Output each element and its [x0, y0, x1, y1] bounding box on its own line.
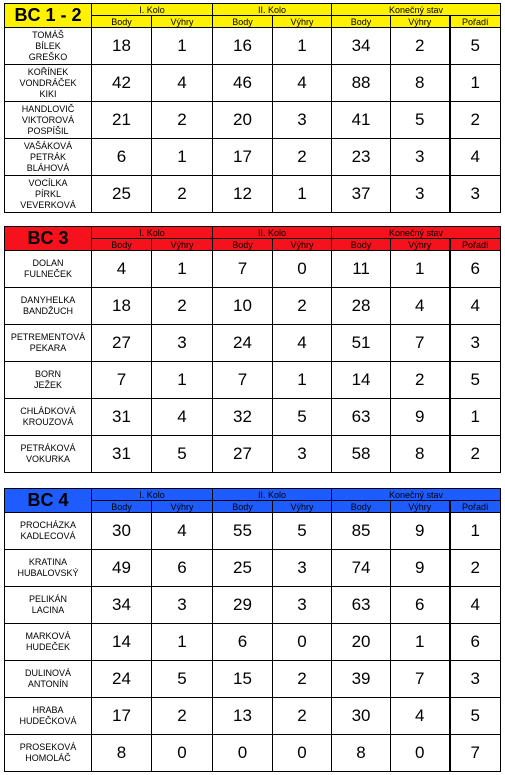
final-header: Konečný stav: [332, 227, 501, 239]
round2-wins-cell: 5: [273, 513, 332, 550]
total-wins-cell: 8: [391, 436, 450, 473]
round1-points-cell: 6: [92, 139, 152, 176]
total-wins-cell: 9: [391, 550, 450, 587]
round2-points-cell: 0: [213, 735, 273, 772]
round1-wins-cell: 6: [152, 550, 213, 587]
round2-wins-cell: 2: [273, 698, 332, 735]
vyhry-header: Výhry: [152, 501, 213, 513]
total-wins-cell: 0: [391, 735, 450, 772]
total-points-cell: 88: [332, 65, 391, 102]
rank-cell: 6: [450, 251, 501, 288]
vyhry-header: Výhry: [391, 16, 450, 28]
rank-cell: 3: [450, 176, 501, 213]
round2-wins-cell: 3: [273, 587, 332, 624]
team-players: [5, 325, 92, 362]
round1-wins-cell: 1: [152, 624, 213, 661]
rank-cell: 2: [450, 436, 501, 473]
results-table: [4, 488, 501, 772]
round2-wins-cell: 3: [273, 550, 332, 587]
round2-points-cell: 7: [213, 362, 273, 399]
round1-wins-cell: 5: [152, 436, 213, 473]
group-title: BC 3: [5, 227, 92, 251]
team-players: [5, 550, 92, 587]
group-title: BC 1 - 2: [5, 4, 92, 28]
total-wins-cell: 3: [391, 176, 450, 213]
total-points-cell: 63: [332, 399, 391, 436]
total-points-cell: 20: [332, 624, 391, 661]
player-name: VIKTOROVÁ: [21, 114, 75, 125]
vyhry-header: Výhry: [152, 239, 213, 251]
round2-wins-cell: 2: [273, 661, 332, 698]
total-points-cell: 39: [332, 661, 391, 698]
rank-cell: 3: [450, 325, 501, 362]
total-points-cell: 58: [332, 436, 391, 473]
round2-points-cell: 16: [213, 28, 273, 65]
round2-points-cell: 46: [213, 65, 273, 102]
team-row: [5, 102, 501, 139]
total-wins-cell: 1: [391, 624, 450, 661]
total-points-cell: 85: [332, 513, 391, 550]
player-name: KIKI: [39, 88, 57, 99]
vyhry-header: Výhry: [273, 501, 332, 513]
player-name: VEVERKOVÁ: [20, 199, 76, 210]
total-points-cell: 37: [332, 176, 391, 213]
round2-header: II. Kolo: [213, 4, 332, 16]
group-bc-3: [4, 226, 501, 473]
group-bc-1-2: [4, 3, 501, 213]
team-players: [5, 399, 92, 436]
rank-cell: 2: [450, 550, 501, 587]
round1-wins-cell: 4: [152, 65, 213, 102]
team-players: [5, 288, 92, 325]
team-row: [5, 399, 501, 436]
team-players: [5, 513, 92, 550]
rank-cell: 5: [450, 698, 501, 735]
body-header: Body: [332, 239, 391, 251]
rank-cell: 4: [450, 587, 501, 624]
player-name: GREŠKO: [28, 51, 68, 62]
round2-points-cell: 20: [213, 102, 273, 139]
team-players: [5, 735, 92, 772]
total-points-cell: 74: [332, 550, 391, 587]
player-name: CHLÁDKOVÁ: [20, 406, 76, 416]
player-name: VAŠÁKOVÁ: [23, 140, 73, 151]
total-points-cell: 8: [332, 735, 391, 772]
total-points-cell: 14: [332, 362, 391, 399]
team-players: [5, 65, 92, 102]
group-title: BC 4: [5, 489, 92, 513]
team-row: [5, 587, 501, 624]
body-header: Body: [92, 16, 152, 28]
rank-cell: 1: [450, 65, 501, 102]
player-name: TOMÁŠ: [32, 29, 64, 40]
player-name: LACINA: [31, 605, 65, 615]
body-header: Body: [213, 501, 273, 513]
player-name: VONDRÁČEK: [19, 77, 77, 88]
team-players: [5, 587, 92, 624]
player-name: PÍRKL: [34, 188, 61, 199]
round1-points-cell: 25: [92, 176, 152, 213]
team-row: [5, 139, 501, 176]
round2-wins-cell: 1: [273, 362, 332, 399]
results-table: [4, 226, 501, 473]
rank-cell: 2: [450, 102, 501, 139]
round1-wins-cell: 3: [152, 587, 213, 624]
player-name: HANDLOVIČ: [21, 103, 75, 114]
round1-points-cell: 17: [92, 698, 152, 735]
round1-wins-cell: 0: [152, 735, 213, 772]
round1-wins-cell: 1: [152, 362, 213, 399]
round1-points-cell: 14: [92, 624, 152, 661]
player-name: PROCHÁZKA: [19, 520, 76, 530]
player-name: VOKURKA: [25, 454, 70, 464]
total-wins-cell: 9: [391, 513, 450, 550]
total-wins-cell: 4: [391, 288, 450, 325]
total-wins-cell: 1: [391, 251, 450, 288]
team-players: [5, 139, 92, 176]
total-wins-cell: 7: [391, 325, 450, 362]
player-name: JEŽEK: [33, 380, 62, 390]
round2-points-cell: 10: [213, 288, 273, 325]
player-name: PELIKÁN: [28, 594, 68, 604]
poradi-header: Pořadí: [450, 239, 501, 251]
player-name: KOŘÍNEK: [27, 66, 69, 77]
player-name: BLÁHOVÁ: [26, 162, 70, 173]
round2-points-cell: 32: [213, 399, 273, 436]
total-wins-cell: 7: [391, 661, 450, 698]
results-table: [4, 3, 501, 213]
round1-wins-cell: 1: [152, 28, 213, 65]
final-header: Konečný stav: [332, 4, 501, 16]
rank-cell: 6: [450, 624, 501, 661]
rank-cell: 5: [450, 362, 501, 399]
round2-points-cell: 27: [213, 436, 273, 473]
team-players: [5, 436, 92, 473]
round1-header: I. Kolo: [92, 489, 213, 501]
round2-points-cell: 13: [213, 698, 273, 735]
player-name: BÍLEK: [35, 40, 61, 51]
round2-wins-cell: 0: [273, 735, 332, 772]
group-bc-4: [4, 488, 501, 772]
poradi-header: Pořadí: [450, 501, 501, 513]
player-name: BANDŽUCH: [22, 306, 73, 316]
round1-points-cell: 49: [92, 550, 152, 587]
total-points-cell: 51: [332, 325, 391, 362]
team-row: [5, 436, 501, 473]
total-points-cell: 28: [332, 288, 391, 325]
team-players: [5, 102, 92, 139]
player-name: KADLECOVÁ: [20, 531, 76, 541]
total-points-cell: 30: [332, 698, 391, 735]
round1-points-cell: 31: [92, 436, 152, 473]
round1-points-cell: 31: [92, 399, 152, 436]
team-row: [5, 325, 501, 362]
round2-points-cell: 25: [213, 550, 273, 587]
player-name: HUDEČEK: [25, 642, 70, 652]
vyhry-header: Výhry: [391, 239, 450, 251]
round2-wins-cell: 0: [273, 251, 332, 288]
round2-wins-cell: 2: [273, 288, 332, 325]
team-players: [5, 251, 92, 288]
team-row: [5, 288, 501, 325]
round1-points-cell: 27: [92, 325, 152, 362]
player-name: DANYHELKA: [20, 295, 76, 305]
round1-points-cell: 24: [92, 661, 152, 698]
round2-header: II. Kolo: [213, 489, 332, 501]
round1-points-cell: 30: [92, 513, 152, 550]
team-row: [5, 661, 501, 698]
body-header: Body: [332, 501, 391, 513]
round1-header: I. Kolo: [92, 4, 213, 16]
team-row: [5, 624, 501, 661]
round1-wins-cell: 1: [152, 251, 213, 288]
body-header: Body: [92, 501, 152, 513]
round1-wins-cell: 2: [152, 176, 213, 213]
total-wins-cell: 2: [391, 362, 450, 399]
total-wins-cell: 8: [391, 65, 450, 102]
round2-points-cell: 29: [213, 587, 273, 624]
total-wins-cell: 9: [391, 399, 450, 436]
total-points-cell: 11: [332, 251, 391, 288]
team-players: [5, 28, 92, 65]
round1-wins-cell: 4: [152, 513, 213, 550]
team-row: [5, 362, 501, 399]
player-name: PEKARA: [29, 343, 67, 353]
player-name: DOLAN: [32, 258, 64, 268]
round1-wins-cell: 4: [152, 399, 213, 436]
player-name: MARKOVÁ: [25, 631, 71, 641]
round1-wins-cell: 5: [152, 661, 213, 698]
player-name: PETRÁK: [29, 151, 66, 162]
rank-cell: 5: [450, 28, 501, 65]
round2-points-cell: 7: [213, 251, 273, 288]
round2-points-cell: 55: [213, 513, 273, 550]
player-name: HUDEČKOVÁ: [19, 716, 77, 726]
total-points-cell: 23: [332, 139, 391, 176]
team-players: [5, 176, 92, 213]
round1-points-cell: 8: [92, 735, 152, 772]
player-name: POSPÍŠIL: [27, 125, 69, 136]
round2-wins-cell: 5: [273, 399, 332, 436]
body-header: Body: [213, 16, 273, 28]
round1-points-cell: 42: [92, 65, 152, 102]
total-wins-cell: 4: [391, 698, 450, 735]
player-name: VOCÍLKA: [28, 177, 68, 188]
rank-cell: 4: [450, 139, 501, 176]
round2-points-cell: 12: [213, 176, 273, 213]
total-points-cell: 41: [332, 102, 391, 139]
player-name: PROSEKOVÁ: [19, 742, 77, 752]
round1-wins-cell: 2: [152, 102, 213, 139]
vyhry-header: Výhry: [391, 501, 450, 513]
round2-wins-cell: 4: [273, 65, 332, 102]
rank-cell: 3: [450, 661, 501, 698]
round2-wins-cell: 1: [273, 176, 332, 213]
round2-wins-cell: 2: [273, 139, 332, 176]
player-name: HRABA: [32, 705, 64, 715]
vyhry-header: Výhry: [273, 239, 332, 251]
team-row: [5, 698, 501, 735]
player-name: HUBALOVSKÝ: [17, 568, 79, 578]
player-name: PETREMENTOVÁ: [10, 332, 86, 342]
total-wins-cell: 3: [391, 139, 450, 176]
body-header: Body: [332, 16, 391, 28]
team-players: [5, 362, 92, 399]
vyhry-header: Výhry: [152, 16, 213, 28]
round1-wins-cell: 2: [152, 288, 213, 325]
team-row: [5, 28, 501, 65]
player-name: BORN: [34, 369, 61, 379]
round2-points-cell: 17: [213, 139, 273, 176]
player-name: PETRÁKOVÁ: [20, 443, 76, 453]
team-row: [5, 251, 501, 288]
rank-cell: 7: [450, 735, 501, 772]
team-row: [5, 65, 501, 102]
round2-wins-cell: 4: [273, 325, 332, 362]
round2-wins-cell: 3: [273, 436, 332, 473]
player-name: ANTONÍN: [27, 679, 69, 689]
round1-points-cell: 18: [92, 288, 152, 325]
team-row: [5, 513, 501, 550]
round1-points-cell: 34: [92, 587, 152, 624]
round1-header: I. Kolo: [92, 227, 213, 239]
team-row: [5, 176, 501, 213]
round1-points-cell: 18: [92, 28, 152, 65]
rank-cell: 1: [450, 513, 501, 550]
player-name: DULINOVÁ: [24, 668, 71, 678]
round1-wins-cell: 2: [152, 698, 213, 735]
total-points-cell: 34: [332, 28, 391, 65]
team-row: [5, 550, 501, 587]
total-wins-cell: 5: [391, 102, 450, 139]
team-row: [5, 735, 501, 772]
round2-wins-cell: 3: [273, 102, 332, 139]
body-header: Body: [213, 239, 273, 251]
vyhry-header: Výhry: [273, 16, 332, 28]
round2-points-cell: 15: [213, 661, 273, 698]
round2-wins-cell: 0: [273, 624, 332, 661]
round2-points-cell: 24: [213, 325, 273, 362]
round2-header: II. Kolo: [213, 227, 332, 239]
team-players: [5, 624, 92, 661]
round1-points-cell: 21: [92, 102, 152, 139]
round1-points-cell: 4: [92, 251, 152, 288]
round1-wins-cell: 3: [152, 325, 213, 362]
rank-cell: 4: [450, 288, 501, 325]
team-players: [5, 698, 92, 735]
final-header: Konečný stav: [332, 489, 501, 501]
round2-wins-cell: 1: [273, 28, 332, 65]
player-name: FULNEČEK: [23, 269, 72, 279]
total-wins-cell: 6: [391, 587, 450, 624]
player-name: HOMOLÁČ: [25, 753, 71, 763]
player-name: KRATINA: [28, 557, 68, 567]
round1-points-cell: 7: [92, 362, 152, 399]
team-players: [5, 661, 92, 698]
round1-wins-cell: 1: [152, 139, 213, 176]
body-header: Body: [92, 239, 152, 251]
poradi-header: Pořadí: [450, 16, 501, 28]
round2-points-cell: 6: [213, 624, 273, 661]
total-points-cell: 63: [332, 587, 391, 624]
total-wins-cell: 2: [391, 28, 450, 65]
rank-cell: 1: [450, 399, 501, 436]
player-name: KROUZOVÁ: [22, 417, 74, 427]
